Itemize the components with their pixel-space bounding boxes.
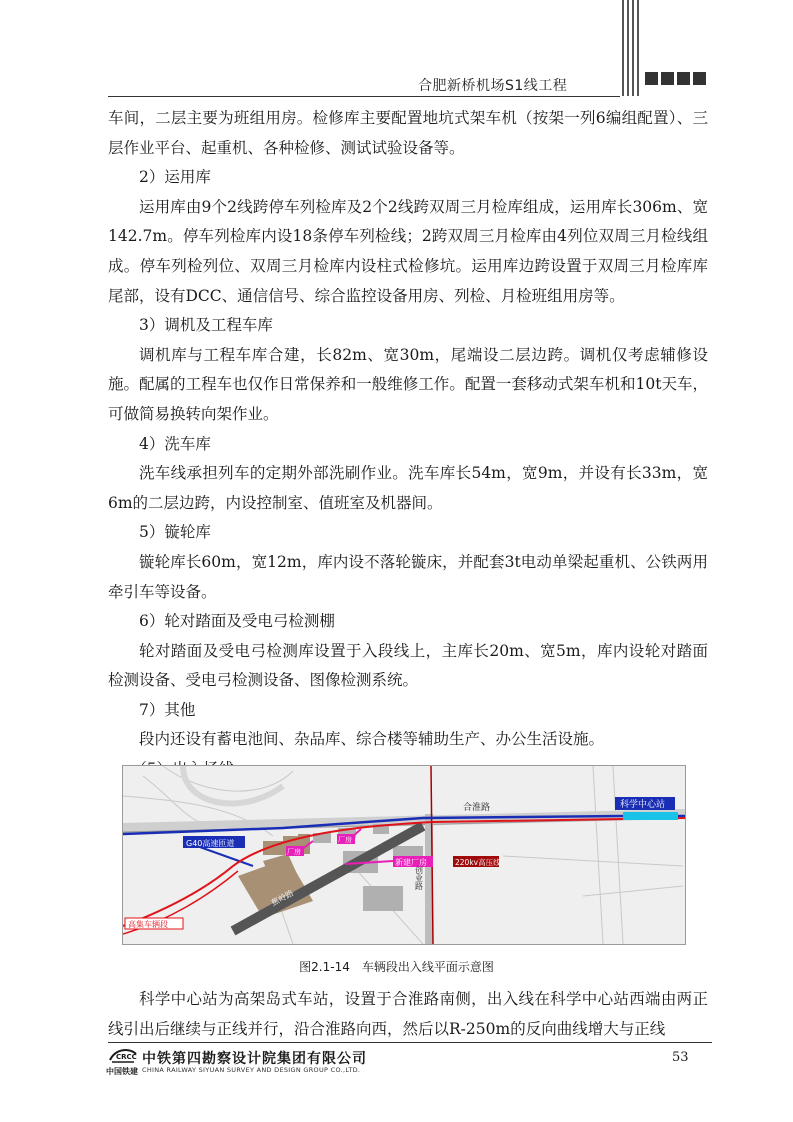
label-factory-b: 厂房 [338, 836, 352, 844]
body-text [108, 104, 708, 785]
footer-crcc: 中国铁建 [106, 1067, 138, 1076]
label-jiaoling-road: 蕉岭路 [269, 888, 296, 908]
label-depot: 高集车辆段 [128, 920, 168, 929]
paragraph: 洗车线承担列车的定期外部洗刷作业。洗车库长54m，宽9m，并设有长33m，宽6m的二层边跨，内设控制室、值班室及机器间。 [108, 464, 708, 512]
subheading: 6）轮对踏面及受电弓检测棚 [139, 612, 335, 631]
footer-rule [108, 1042, 712, 1043]
subheading: 4）洗车库 [139, 434, 211, 453]
footer-org-cn: 中铁第四勘察设计院集团有限公司 [142, 1051, 367, 1067]
paragraph: 运用库由9个2线跨停车列检库及2个2线跨双周三月检库组成，运用库长306m、宽142.7m。停车列检库内设18条停车列检线；2跨双周三月检库由4列位双周三月检线组成。停车列检列位、双周三月检库内设柱式检修坑。运用库边跨设置于双周三月检库库尾部，设有DCC、通信信号、综合监控设备用房、列检、月检班组用房等。 [108, 197, 708, 305]
header-decor-line [632, 0, 634, 96]
header-square [677, 72, 690, 85]
header-square [645, 72, 658, 85]
label-new-factory: 新建厂房 [395, 858, 427, 867]
paragraph: 段内还设有蓄电池间、杂品库、综合楼等辅助生产、办公生活设施。 [139, 730, 605, 749]
page-number: 53 [672, 1050, 689, 1065]
body-text-after-figure [108, 985, 708, 1044]
header-decor-line [627, 0, 629, 96]
subheading: 3）调机及工程车库 [139, 316, 273, 335]
svg-text:CRCC: CRCC [116, 1053, 137, 1061]
map-figure [122, 765, 686, 945]
paragraph: 科学中心站为高架岛式车站，设置于合淮路南侧，出入线在科学中心站西端由两正线引出后继续与正线并行，沿合淮路向西，然后以R-250m的反向曲线增大与正线 [108, 990, 708, 1038]
label-220kv-line: 220kv高压线 [455, 858, 501, 867]
label-g40-ramp: G40高速匝道 [186, 839, 235, 848]
header-square [693, 72, 706, 85]
label-hehuai-road: 合淮路 [463, 803, 491, 813]
figure-caption: 图2.1-14 车辆段出入线平面示意图 [299, 960, 494, 974]
subheading: 2）运用库 [139, 168, 211, 187]
label-science-center-station: 科学中心站 [620, 800, 666, 810]
label-chuangye-road: 创业路 [414, 866, 424, 890]
header-title: 合肥新桥机场S1线工程 [418, 78, 568, 94]
map-svg [123, 766, 685, 944]
paragraph: 镟轮库长60m，宽12m，库内设不落轮镟床，并配套3t电动单梁起重机、公铁两用牵引车等设备。 [108, 552, 708, 601]
header-rule [108, 96, 620, 97]
subheading: 5）镟轮库 [139, 523, 211, 542]
paragraph: 调机库与工程车库合建，长82m、宽30m，尾端设二层边跨。调机仅考虑辅修设施。配属的工程车也仅作日常保养和一般维修工作。配置一套移动式架车机和10t天车，可做简易换转向架作业。 [108, 345, 708, 423]
header-decor-line [622, 0, 624, 96]
company-logo-icon [108, 1046, 138, 1064]
footer-org-en: CHINA RAILWAY SIYUAN SURVEY AND DESIGN GROUP CO.,LTD. [142, 1066, 361, 1074]
paragraph: 车间，二层主要为班组用房。检修库主要配置地坑式架车机（按架一列6编组配置）、三层作业平台、起重机、各种检修、测试试验设备等。 [108, 109, 708, 157]
label-factory-a: 厂房 [287, 848, 301, 856]
subheading: 7）其他 [139, 700, 196, 719]
header-decor-line [637, 0, 639, 96]
paragraph: 轮对踏面及受电弓检测库设置于入段线上，主库长20m、宽5m，库内设轮对踏面检测设备、受电弓检测设备、图像检测系统。 [108, 641, 708, 690]
header-square [661, 72, 674, 85]
